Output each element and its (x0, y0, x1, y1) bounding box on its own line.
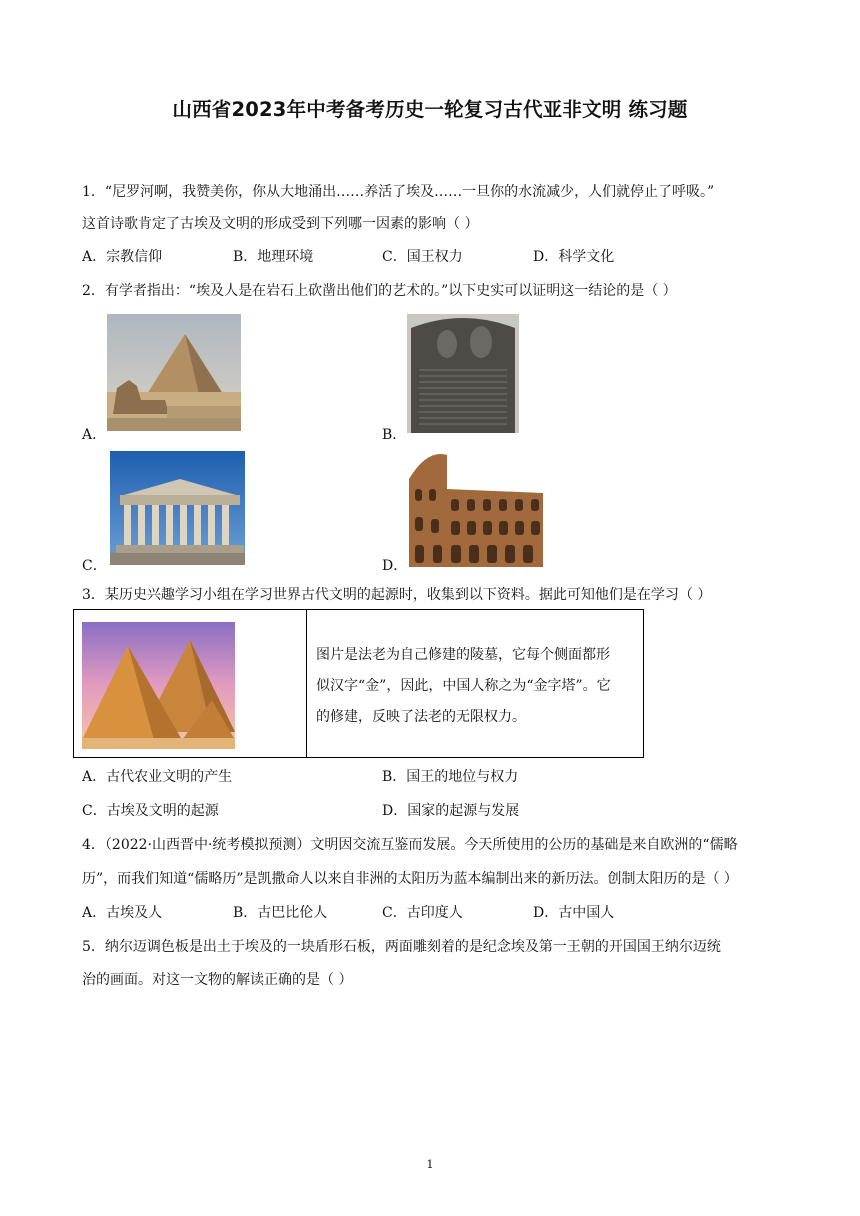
q1-option-a: A．宗教信仰 (82, 249, 163, 265)
q3-text-line2: 似汉字“金”，因此，中国人称之为“金字塔”。它 (316, 678, 611, 694)
colosseum-image (407, 449, 543, 567)
q2-option-a-label: A． (82, 427, 107, 443)
q3-option-a: A．古代农业文明的产生 (82, 769, 233, 785)
q1-option-b: B．地理环境 (233, 249, 314, 265)
q3-material-text (316, 640, 638, 733)
q3-stem-line1: 3．某历史兴趣学习小组在学习世界古代文明的起源时，收集到以下资料。据此可知他们是在学习（ ） (82, 587, 712, 603)
q4-option-c: C．古印度人 (382, 905, 463, 921)
q2-option-d-label: D． (382, 558, 408, 574)
q1-option-d: D．科学文化 (533, 249, 615, 265)
pyramid-sphinx-image (107, 314, 241, 431)
q1-stem-line1: 1．“尼罗河啊，我赞美你，你从大地涌出……养活了埃及……一旦你的水流减少，人们就停止了呼吸。” (82, 184, 715, 200)
hammurabi-stele-image (407, 314, 519, 433)
q3-text-line1: 图片是法老为自己修建的陵墓，它每个侧面都形 (316, 647, 610, 663)
q3-option-c: C．古埃及文明的起源 (82, 803, 219, 819)
table-divider (306, 610, 307, 757)
q5-stem-line1: 5．纳尔迈调色板是出土于埃及的一块盾形石板，两面雕刻着的是纪念埃及第一王朝的开国国王纳尔迈统 (82, 939, 721, 955)
pyramids-sunset-image (82, 622, 235, 749)
q3-text-line3: 的修建，反映了法老的无限权力。 (316, 709, 526, 725)
q2-stem-line1: 2．有学者指出：“埃及人是在岩石上砍凿出他们的艺术的。”以下史实可以证明这一结论的是（ ） (82, 283, 677, 299)
q4-option-b: B．古巴比伦人 (233, 905, 328, 921)
q3-option-b: B．国王的地位与权力 (382, 769, 519, 785)
q4-stem-line1: 4．（2022·山西晋中·统考模拟预测）文明因交流互鉴而发展。今天所使用的公历的基础是来自欧洲的“儒略 (82, 837, 738, 853)
page-title: 山西省2023年中考备考历史一轮复习古代亚非文明 练习题 (172, 98, 688, 121)
q3-option-d: D．国家的起源与发展 (382, 803, 520, 819)
q4-option-a: A．古埃及人 (82, 905, 163, 921)
q5-stem-line2: 治的画面。对这一文物的解读正确的是（ ） (82, 972, 353, 988)
q4-option-d: D．古中国人 (533, 905, 615, 921)
q2-option-c-label: C． (82, 558, 107, 574)
parthenon-image (110, 451, 245, 565)
q2-option-b-label: B． (382, 427, 407, 443)
q1-option-c: C．国王权力 (382, 249, 463, 265)
q3-material-table (73, 609, 644, 758)
q4-stem-line2: 历”，而我们知道“儒略历”是凯撒命人以来自非洲的太阳历为蓝本编制出来的新历法。创制太阳历的是（ ） (82, 871, 738, 887)
q1-stem-line2: 这首诗歌肯定了古埃及文明的形成受到下列哪一因素的影响（ ） (82, 216, 479, 232)
page-number: 1 (426, 1158, 434, 1171)
